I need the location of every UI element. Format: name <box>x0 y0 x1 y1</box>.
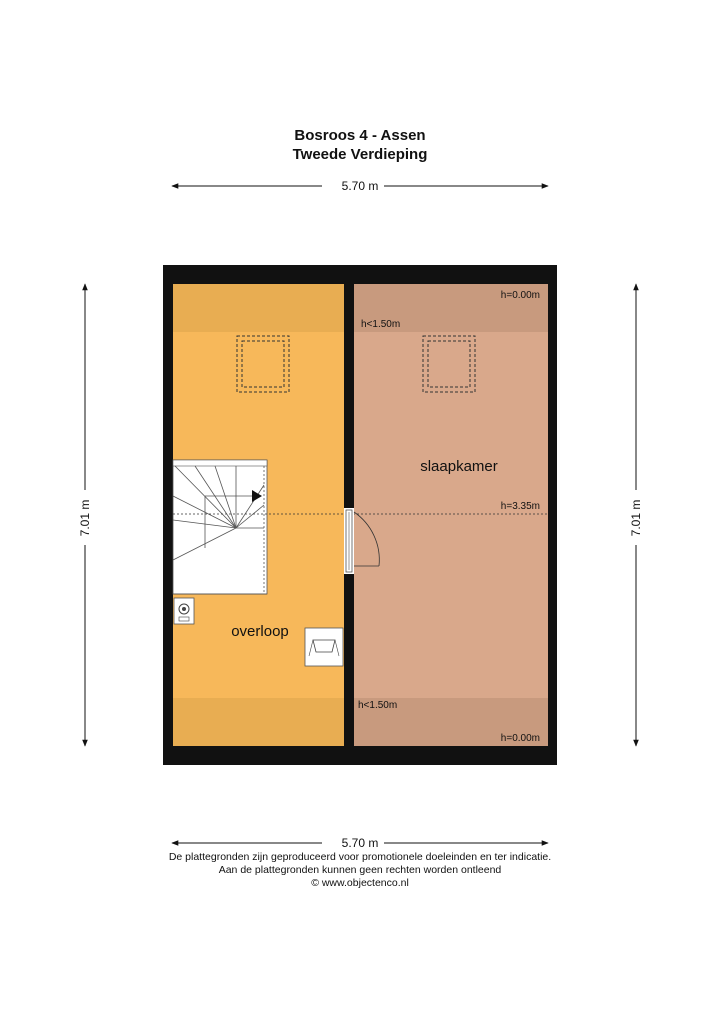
dimension-bottom <box>172 836 548 850</box>
disclaimer <box>0 851 720 890</box>
dimension-bottom-label: 5.70 m <box>341 836 379 850</box>
height-label-bottom-low: h<1.50m <box>358 700 398 711</box>
height-label-top-low: h<1.50m <box>361 319 401 330</box>
room-label-landing: overloop <box>231 623 289 640</box>
height-label-ridge: h=3.35m <box>500 501 540 512</box>
boiler-icon <box>174 598 194 624</box>
copyright-link[interactable]: © www.objectenco.nl <box>311 877 409 889</box>
bedroom-floor <box>354 284 548 746</box>
floor-name: Tweede Verdieping <box>292 146 428 163</box>
disclaimer-line-2: Aan de plattegronden kunnen geen rechten worden ontleend <box>218 864 502 876</box>
dimension-top-label: 5.70 m <box>341 179 379 193</box>
plan-title: Bosroos 4 - Assen <box>294 127 426 144</box>
dimension-left <box>78 284 92 746</box>
disclaimer-line-1: De plattegronden zijn geproduceerd voor promotionele doeleinden en ter indicatie. <box>168 851 552 863</box>
dimension-left-label: 7.01 m <box>78 499 92 537</box>
landing-low-ceiling-top <box>173 284 344 332</box>
dimension-top <box>172 179 548 193</box>
height-label-bottom-zero: h=0.00m <box>500 733 540 744</box>
landing-low-ceiling-bottom <box>173 698 344 746</box>
room-bedroom <box>354 284 548 746</box>
dimension-right-label: 7.01 m <box>629 499 643 537</box>
appliance-icon <box>305 628 343 666</box>
dimension-right <box>629 284 643 746</box>
room-label-bedroom: slaapkamer <box>420 458 498 475</box>
staircase <box>173 460 267 594</box>
height-label-top-zero: h=0.00m <box>500 290 540 301</box>
room-landing <box>173 284 344 746</box>
